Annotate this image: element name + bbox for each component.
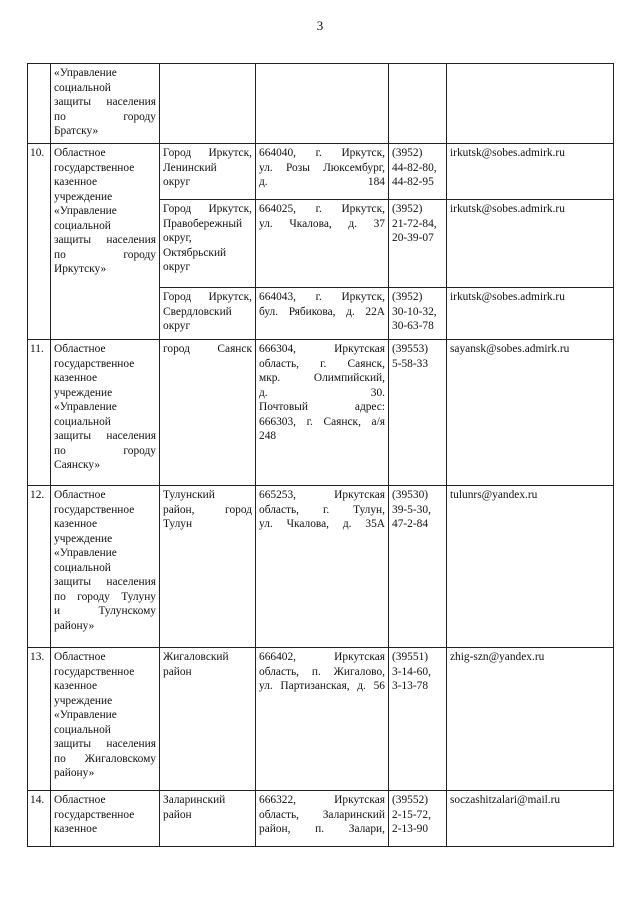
- territory: [160, 64, 256, 144]
- text-line: район, город: [163, 503, 252, 516]
- phone: [389, 340, 447, 486]
- organization-name: [51, 340, 160, 486]
- text-line: область, п. Жигалово,: [259, 665, 385, 678]
- territory: [160, 288, 256, 340]
- text-line: государственное: [54, 665, 135, 678]
- text-line: социальной: [54, 219, 111, 232]
- territory: [160, 791, 256, 847]
- text-line: город Саянск: [163, 343, 252, 355]
- text-line: 664043, г. Иркутск,: [259, 291, 385, 303]
- text-line: Свердловский: [163, 305, 232, 318]
- text-line: округ: [163, 320, 191, 332]
- row-number: 11.: [28, 340, 51, 486]
- text-line: казенное: [54, 680, 98, 692]
- address: [256, 791, 389, 847]
- address: [256, 200, 389, 288]
- text-line: Областное: [54, 343, 106, 355]
- text-line: «Управление: [54, 205, 117, 217]
- email: [447, 64, 614, 144]
- text-line: Город Иркутск,: [163, 291, 252, 303]
- address: [256, 288, 389, 340]
- text-line: 666322, Иркутская: [259, 794, 385, 806]
- phone: [389, 288, 447, 340]
- table-row: [28, 648, 614, 791]
- address: [256, 340, 389, 486]
- text-line: по Жигаловскому: [54, 752, 156, 765]
- text-line: учреждение: [54, 532, 113, 545]
- text-line: 664040, г. Иркутск,: [259, 147, 385, 159]
- territory: [160, 340, 256, 486]
- page-number: 3: [316, 18, 324, 33]
- text-line: 2-15-72,: [392, 808, 431, 821]
- phone: [389, 791, 447, 847]
- organization-name: [51, 791, 160, 847]
- text-line: Областное: [54, 147, 106, 159]
- text-line: Жигаловский: [163, 651, 229, 663]
- email: sayansk@sobes.admirk.ru: [447, 340, 614, 486]
- table-row: [28, 64, 614, 144]
- text-line: защиты населения: [54, 430, 156, 442]
- text-line: «Управление: [54, 547, 117, 559]
- text-line: 39-5-30,: [392, 503, 431, 516]
- row-number: [28, 64, 51, 144]
- text-line: область, г. Тулун,: [259, 503, 385, 516]
- text-line: 21-72-84,: [392, 217, 437, 230]
- text-line: району»: [54, 767, 95, 779]
- text-line: «Управление: [54, 401, 117, 413]
- text-line: 5-58-33: [392, 357, 429, 370]
- text-line: район: [163, 665, 192, 678]
- text-line: казенное: [54, 176, 98, 188]
- text-line: 30-10-32,: [392, 305, 437, 318]
- address: [256, 648, 389, 791]
- text-line: бул. Рябикова, д. 22А: [259, 305, 385, 318]
- row-number: 14.: [28, 791, 51, 847]
- email: irkutsk@sobes.admirk.ru: [447, 200, 614, 288]
- text-line: 3-14-60,: [392, 665, 431, 678]
- text-line: защиты населения: [54, 738, 156, 750]
- text-line: 30-63-78: [392, 320, 434, 332]
- address: [256, 64, 389, 144]
- text-line: казенное: [54, 518, 98, 530]
- text-line: защиты населения: [54, 96, 156, 108]
- email: soczashitzalari@mail.ru: [447, 791, 614, 847]
- text-line: государственное: [54, 808, 135, 821]
- text-line: район, п. Залари,: [259, 823, 385, 835]
- text-line: учреждение: [54, 190, 113, 203]
- territory: [160, 648, 256, 791]
- email: zhig-szn@yandex.ru: [447, 648, 614, 791]
- text-line: д. 30.: [259, 386, 385, 399]
- text-line: 666304, Иркутская: [259, 343, 385, 355]
- text-line: д. 184: [259, 176, 385, 188]
- text-line: казенное: [54, 823, 98, 835]
- text-line: 3-13-78: [392, 680, 429, 692]
- text-line: социальной: [54, 723, 111, 736]
- text-line: (39551): [392, 651, 429, 663]
- organization-name: [51, 486, 160, 648]
- text-line: району»: [54, 619, 95, 632]
- text-line: социальной: [54, 415, 111, 428]
- row-number: 13.: [28, 648, 51, 791]
- text-line: Ленинский: [163, 161, 217, 174]
- text-line: 20-39-07: [392, 232, 434, 244]
- text-line: ул. Розы Люксембург,: [259, 161, 385, 174]
- territory: [160, 486, 256, 648]
- text-line: Саянску»: [54, 459, 101, 471]
- text-line: Братску»: [54, 125, 99, 137]
- text-line: 44-82-80,: [392, 161, 437, 174]
- text-line: Город Иркутск,: [163, 147, 252, 159]
- text-line: округ,: [163, 232, 192, 244]
- text-line: (39553): [392, 343, 429, 355]
- text-line: район: [163, 808, 192, 821]
- phone: [389, 144, 447, 200]
- text-line: учреждение: [54, 386, 113, 399]
- phone: [389, 486, 447, 648]
- text-line: мкр. Олимпийский,: [259, 372, 385, 384]
- text-line: Заларинский: [163, 794, 226, 806]
- text-line: государственное: [54, 503, 135, 516]
- text-line: ул. Чкалова, д. 35А: [259, 518, 385, 530]
- text-line: «Управление: [54, 67, 117, 79]
- text-line: 666303, г. Саянск, а/я: [259, 415, 385, 428]
- text-line: 664025, г. Иркутск,: [259, 203, 385, 215]
- text-line: по городу: [54, 444, 156, 457]
- territory: [160, 200, 256, 288]
- table-row: [28, 791, 614, 847]
- text-line: учреждение: [54, 694, 113, 707]
- text-line: Город Иркутск,: [163, 203, 252, 215]
- text-line: социальной: [54, 561, 111, 574]
- text-line: округ: [163, 261, 191, 273]
- text-line: Иркутску»: [54, 263, 107, 275]
- text-line: Тулунский: [163, 489, 215, 501]
- text-line: 248: [259, 430, 277, 442]
- text-line: 47-2-84: [392, 518, 429, 530]
- text-line: (3952): [392, 203, 423, 215]
- text-line: государственное: [54, 161, 135, 174]
- text-line: ул. Чкалова, д. 37: [259, 217, 385, 230]
- text-line: 2-13-90: [392, 823, 429, 835]
- text-line: защиты населения: [54, 576, 156, 588]
- text-line: 666402, Иркутская: [259, 651, 385, 663]
- text-line: Областное: [54, 651, 106, 663]
- email: irkutsk@sobes.admirk.ru: [447, 144, 614, 200]
- text-line: (3952): [392, 291, 423, 303]
- text-line: по городу: [54, 248, 156, 261]
- text-line: (39530): [392, 489, 429, 501]
- text-line: казенное: [54, 372, 98, 384]
- text-line: ул. Партизанская, д. 56: [259, 680, 385, 692]
- text-line: Областное: [54, 794, 106, 806]
- text-line: область, г. Саянск,: [259, 357, 385, 370]
- text-line: Областное: [54, 489, 106, 501]
- text-line: по городу: [54, 110, 156, 123]
- table-row: [28, 340, 614, 486]
- text-line: (3952): [392, 147, 423, 159]
- phone: [389, 648, 447, 791]
- email: irkutsk@sobes.admirk.ru: [447, 288, 614, 340]
- organization-name: [51, 648, 160, 791]
- text-line: социальной: [54, 81, 111, 94]
- text-line: защиты населения: [54, 234, 156, 246]
- address: [256, 486, 389, 648]
- text-line: «Управление: [54, 709, 117, 721]
- text-line: Правобережный: [163, 217, 243, 230]
- text-line: 665253, Иркутская: [259, 489, 385, 501]
- address: [256, 144, 389, 200]
- email: tulunrs@yandex.ru: [447, 486, 614, 648]
- text-line: округ: [163, 176, 191, 188]
- text-line: Октябрьский: [163, 246, 227, 259]
- text-line: государственное: [54, 357, 135, 370]
- text-line: область, Заларинский: [259, 808, 385, 821]
- institutions-table: [27, 63, 614, 847]
- table-row: [28, 486, 614, 648]
- text-line: Тулун: [163, 518, 193, 530]
- text-line: и Тулунскому: [54, 605, 156, 617]
- text-line: (39552): [392, 794, 429, 806]
- phone: [389, 200, 447, 288]
- text-line: 44-82-95: [392, 176, 434, 188]
- text-line: по городу Тулуну: [54, 590, 156, 603]
- phone: [389, 64, 447, 144]
- row-number: 10.: [28, 144, 51, 340]
- row-number: 12.: [28, 486, 51, 648]
- text-line: Почтовый адрес:: [259, 401, 385, 413]
- territory: [160, 144, 256, 200]
- organization-name: [51, 64, 160, 144]
- organization-name: [51, 144, 160, 340]
- table-row: [28, 144, 614, 200]
